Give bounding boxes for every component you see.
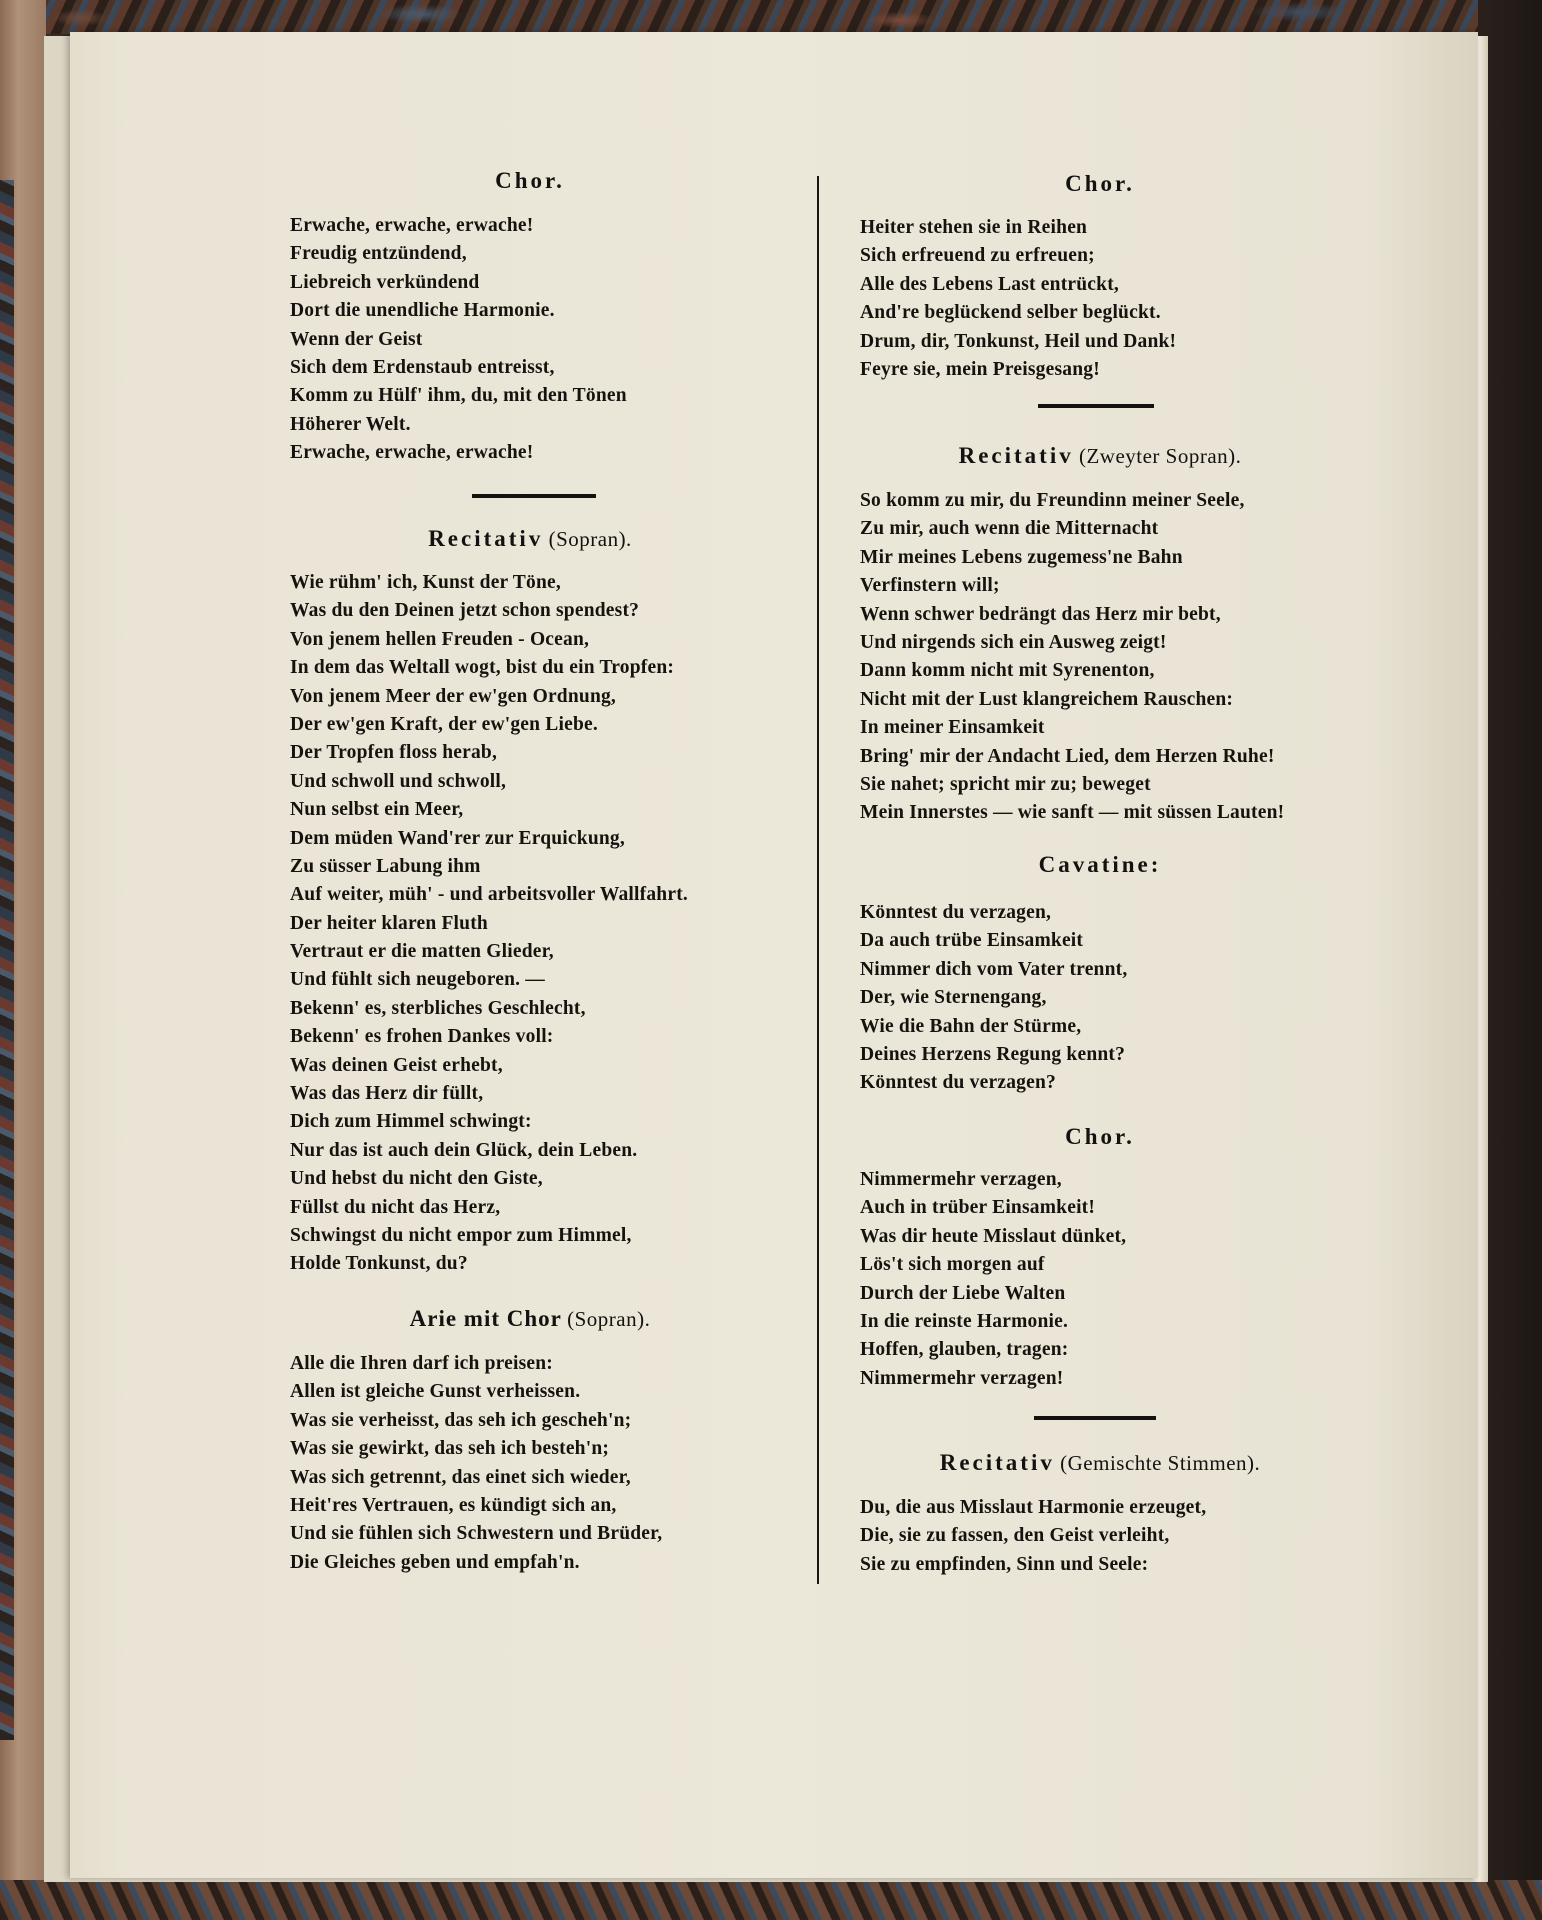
verse-line: Bekenn' es frohen Dankes voll: [290,1026,554,1048]
verse-line: Da auch trübe Einsamkeit [860,930,1084,952]
verse-line: Auf weiter, müh' - und arbeitsvoller Wallfahrt. [290,884,688,906]
recitativ-heading-1 [290,526,770,552]
recitativ-verse-3 [860,1494,1206,1579]
verse-line: Wenn der Geist [290,328,423,350]
marbled-cover-left [0,180,14,1740]
verse-line: Hoffen, glauben, tragen: [860,1339,1069,1361]
marbled-cover-top [0,0,1542,34]
verse-line: Du, die aus Misslaut Harmonie erzeuget, [860,1497,1207,1518]
verse-line: Und hebst du nicht den Giste, [290,1168,543,1190]
verse-line: Der, wie Sternengang, [860,987,1047,1009]
verse-line: Und fühlt sich neugeboren. — [290,969,545,991]
verse-line: Füllst du nicht das Herz, [290,1196,501,1218]
arie-verse [290,1350,662,1577]
verse-line: Der ew'gen Kraft, der ew'gen Liebe. [290,713,598,735]
verse-line: Wenn schwer bedrängt das Herz mir bebt, [860,603,1221,625]
column-divider [817,176,819,1584]
verse-line: Was sie gewirkt, das seh ich besteh'n; [290,1438,610,1460]
arie-heading [290,1306,770,1332]
verse-line: Mir meines Lebens zugemess'ne Bahn [860,546,1183,568]
verse-line: Verfinstern will; [860,575,1000,597]
section-rule [1038,404,1154,408]
cavatine-heading [860,852,1340,878]
recitativ-heading-3 [860,1450,1340,1476]
verse-line: Allen ist gleiche Gunst verheissen. [290,1381,581,1403]
marbled-cover-bottom [0,1880,1542,1920]
heading-text: Recitativ [939,1450,1055,1475]
verse-line: Was das Herz dir füllt, [290,1083,484,1105]
chor-heading-3 [860,1124,1340,1150]
verse-line: In dem das Weltall wogt, bist du ein Tropfen: [290,657,675,679]
verse-line: Der heiter klaren Fluth [290,912,488,934]
section-rule [472,494,596,498]
verse-line: Nimmermehr verzagen! [860,1367,1064,1389]
heading-text: Chor. [495,168,565,193]
verse-line: Bekenn' es, sterbliches Geschlecht, [290,997,586,1019]
verse-line: Was du den Deinen jetzt schon spendest? [290,600,640,622]
heading-text: Chor. [1065,1124,1135,1149]
heading-text: Recitativ [958,443,1074,468]
verse-line: In meiner Einsamkeit [860,717,1045,739]
verse-line: Erwache, erwache, erwache! [290,215,534,236]
verse-line: Und schwoll und schwoll, [290,770,507,792]
heading-text: Arie mit Chor [409,1306,562,1331]
heading-text: Recitativ [428,526,544,551]
verse-line: Mein Innerstes — wie sanft — mit süssen Lauten! [860,802,1285,824]
verse-line: Dann komm nicht mit Syrenenton, [860,660,1155,682]
verse-line: Und sie fühlen sich Schwestern und Brüder, [290,1523,663,1545]
verse-line: Von jenem hellen Freuden - Ocean, [290,628,590,650]
verse-line: Könntest du verzagen, [860,902,1052,923]
verse-line: Erwache, erwache, erwache! [290,442,534,464]
verse-line: Komm zu Hülf' ihm, du, mit den Tönen [290,385,627,407]
heading-subtitle: (Gemischte Stimmen). [1060,1451,1261,1475]
verse-line: Deines Herzens Regung kennt? [860,1043,1126,1065]
verse-line: Dich zum Himmel schwingt: [290,1111,532,1133]
section-rule [1034,1416,1156,1420]
verse-line: Sich erfreuend zu erfreuen; [860,245,1095,267]
recitativ-heading-2 [860,443,1340,469]
verse-line: Und nirgends sich ein Ausweg zeigt! [860,631,1167,653]
verse-line: Freudig entzündend, [290,243,467,265]
verse-line: Alle des Lebens Last entrückt, [860,273,1119,295]
verse-line: Bring' mir der Andacht Lied, dem Herzen Ruhe! [860,745,1275,767]
verse-line: Heit'res Vertrauen, es kündigt sich an, [290,1494,617,1516]
verse-line: Nun selbst ein Meer, [290,799,464,821]
verse-line: Könntest du verzagen? [860,1072,1056,1094]
verse-line: Wie rühm' ich, Kunst der Töne, [290,572,561,593]
verse-line: Der Tropfen floss herab, [290,742,498,764]
verse-line: Zu süsser Labung ihm [290,855,481,877]
heading-subtitle: (Sopran). [567,1307,651,1331]
verse-line: Was sie verheisst, das seh ich gescheh'n; [290,1409,632,1431]
chor-verse-2 [860,214,1176,384]
verse-line: Wie die Bahn der Stürme, [860,1015,1082,1037]
chor-verse-3 [860,1166,1126,1393]
verse-line: Zu mir, auch wenn die Mitternacht [860,518,1159,540]
verse-line: Was dir heute Misslaut dünket, [860,1225,1127,1247]
verse-line: In die reinste Harmonie. [860,1310,1069,1332]
verse-line: Nur das ist auch dein Glück, dein Leben. [290,1139,638,1161]
verse-line: Die, sie zu fassen, den Geist verleiht, [860,1525,1170,1547]
heading-subtitle: (Sopran). [548,527,632,551]
verse-line: Die Gleiches geben und empfah'n. [290,1551,580,1573]
chor-verse-1 [290,212,627,468]
verse-line: Was sich getrennt, das einet sich wieder, [290,1466,631,1488]
verse-line: Nicht mit der Lust klangreichem Rauschen: [860,688,1234,710]
recitativ-verse-2 [860,487,1284,828]
recitativ-verse-1 [290,569,688,1279]
verse-line: Vertraut er die matten Glieder, [290,941,554,963]
verse-line: Alle die Ihren darf ich preisen: [290,1353,553,1374]
verse-line: Von jenem Meer der ew'gen Ordnung, [290,685,617,707]
verse-line: Drum, dir, Tonkunst, Heil und Dank! [860,330,1177,352]
verse-line: Heiter stehen sie in Reihen [860,217,1088,238]
chor-heading-2 [860,171,1340,197]
verse-line: Nimmer dich vom Vater trennt, [860,958,1128,980]
verse-line: Auch in trüber Einsamkeit! [860,1197,1096,1219]
verse-line: Lös't sich morgen auf [860,1254,1045,1276]
verse-line: Holde Tonkunst, du? [290,1253,468,1275]
verse-line: Liebreich verkündend [290,271,480,293]
verse-line: So komm zu mir, du Freundinn meiner Seele, [860,490,1245,511]
verse-line: Sie zu empfinden, Sinn und Seele: [860,1553,1149,1575]
chor-heading-1 [290,168,770,194]
verse-line: Höherer Welt. [290,413,411,435]
verse-line: Sie nahet; spricht mir zu; beweget [860,773,1151,795]
verse-line: Dem müden Wand'rer zur Erquickung, [290,827,625,849]
verse-line: Nimmermehr verzagen, [860,1169,1062,1190]
verse-line: And're beglückend selber beglückt. [860,302,1161,324]
verse-line: Dort die unendliche Harmonie. [290,300,555,322]
printed-page [70,32,1478,1878]
verse-line: Schwingst du nicht empor zum Himmel, [290,1224,632,1246]
verse-line: Was deinen Geist erhebt, [290,1054,503,1076]
heading-text: Cavatine: [1038,852,1162,877]
cavatine-verse [860,899,1127,1098]
heading-text: Chor. [1065,171,1135,196]
verse-line: Durch der Liebe Walten [860,1282,1066,1304]
heading-subtitle: (Zweyter Sopran). [1078,444,1242,468]
verse-line: Feyre sie, mein Preisgesang! [860,358,1100,380]
verse-line: Sich dem Erdenstaub entreisst, [290,356,555,378]
